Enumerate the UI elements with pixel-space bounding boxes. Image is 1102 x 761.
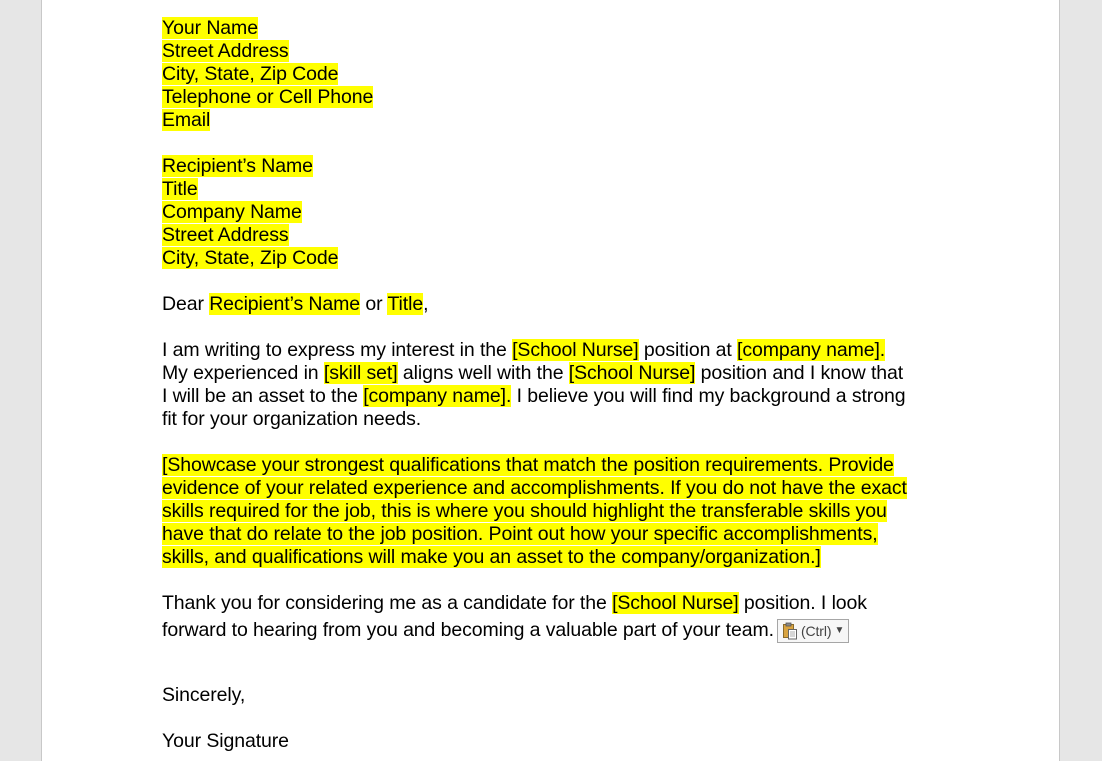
- recipient-title: Title: [162, 178, 198, 200]
- sender-name-line: [162, 17, 952, 40]
- qualifications-placeholder: have that do relate to the job position. Point out how your specific accomplishments,: [162, 523, 878, 545]
- qualifications-placeholder: skills, and qualifications will make you an asset to the company/organization.]: [162, 546, 821, 568]
- recipient-company-line: [162, 201, 952, 224]
- para1-text: I believe you will find my background a strong: [511, 385, 906, 407]
- para3-text: position. I look: [738, 592, 867, 614]
- document-page[interactable]: [41, 0, 1060, 761]
- para1-text: position and I know that: [695, 362, 904, 384]
- position-placeholder: [School Nurse]: [612, 592, 739, 614]
- para3-line1: [162, 592, 952, 615]
- recipient-company: Company Name: [162, 201, 302, 223]
- clipboard-icon: [782, 622, 798, 640]
- recipient-street: Street Address: [162, 224, 289, 246]
- qualifications-placeholder: [Showcase your strongest qualifications that match the position requirements. Provide: [162, 454, 894, 476]
- para2-line1: [162, 454, 952, 477]
- para1-line3: [162, 385, 952, 408]
- signature-line: [162, 730, 952, 753]
- company-placeholder: [company name].: [737, 339, 886, 361]
- paste-options-label: (Ctrl): [800, 623, 832, 639]
- sender-street-line: [162, 40, 952, 63]
- salutation: [162, 293, 952, 316]
- position-placeholder: [School Nurse]: [512, 339, 639, 361]
- para1-line1: [162, 339, 952, 362]
- sender-city: City, State, Zip Code: [162, 63, 339, 85]
- para1-text: aligns well with the: [397, 362, 569, 384]
- para1-text: fit for your organization needs.: [162, 408, 422, 430]
- para1-text: I am writing to express my interest in the: [162, 339, 513, 361]
- salutation-suffix: ,: [423, 293, 429, 315]
- recipient-city-line: [162, 247, 952, 270]
- para1-line4: [162, 408, 952, 431]
- recipient-name-line: [162, 155, 952, 178]
- skillset-placeholder: [skill set]: [323, 362, 398, 384]
- sender-email-line: [162, 109, 952, 132]
- para1-text: My experienced in: [162, 362, 324, 384]
- para3-text: forward to hearing from you and becoming a valuable part of your team.: [162, 619, 774, 641]
- recipient-city: City, State, Zip Code: [162, 247, 339, 269]
- letter-body[interactable]: [162, 17, 952, 753]
- para1-line2: [162, 362, 952, 385]
- sender-email: Email: [162, 109, 211, 131]
- para1-text: I will be an asset to the: [162, 385, 364, 407]
- sender-city-line: [162, 63, 952, 86]
- para2-line2: [162, 477, 952, 500]
- signature: Your Signature: [162, 730, 289, 752]
- paste-options-button[interactable]: [777, 619, 849, 643]
- salutation-name: Recipient’s Name: [209, 293, 361, 315]
- qualifications-placeholder: evidence of your related experience and accomplishments. If you do not have the exact: [162, 477, 907, 499]
- salutation-title: Title: [387, 293, 424, 315]
- recipient-title-line: [162, 178, 952, 201]
- salutation-prefix: Dear: [162, 293, 210, 315]
- para2-line5: [162, 546, 952, 569]
- para3-text: Thank you for considering me as a candidate for the: [162, 592, 613, 614]
- salutation-middle: or: [360, 293, 388, 315]
- chevron-down-icon: ▼: [834, 625, 845, 636]
- para1-text: position at: [638, 339, 738, 361]
- para2-line4: [162, 523, 952, 546]
- sender-phone: Telephone or Cell Phone: [162, 86, 374, 108]
- para2-line3: [162, 500, 952, 523]
- qualifications-placeholder: skills required for the job, this is where you should highlight the transferable skills you: [162, 500, 887, 522]
- para3-line2: [162, 615, 952, 641]
- company-placeholder: [company name].: [363, 385, 512, 407]
- closing-line: [162, 684, 952, 707]
- recipient-street-line: [162, 224, 952, 247]
- recipient-name: Recipient’s Name: [162, 155, 313, 177]
- sender-name: Your Name: [162, 17, 258, 39]
- sender-phone-line: [162, 86, 952, 109]
- position-placeholder: [School Nurse]: [568, 362, 696, 384]
- sender-street: Street Address: [162, 40, 289, 62]
- closing: Sincerely,: [162, 684, 246, 706]
